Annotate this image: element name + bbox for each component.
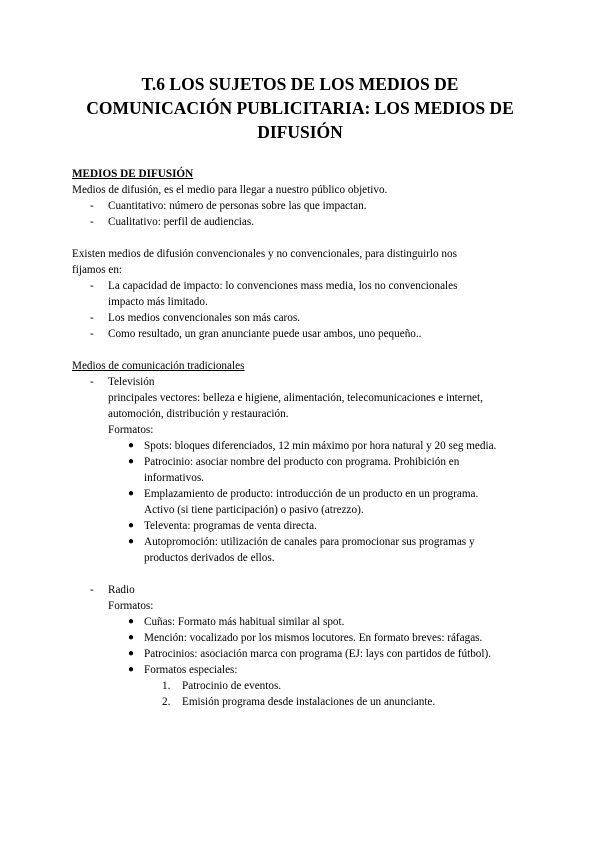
bullet-marker: ●	[128, 536, 135, 547]
section-heading-medios-difusion: MEDIOS DE DIFUSIÓN	[72, 168, 194, 180]
list-item-television: - Televisión	[90, 376, 155, 388]
bullet-item-continuation: informativos.	[144, 472, 204, 484]
bullet-marker: ●	[128, 616, 135, 627]
bullet-item: ● Formatos especiales:	[128, 664, 238, 676]
document-body	[72, 166, 542, 710]
dash-marker: -	[90, 216, 94, 228]
bullet-marker: ●	[128, 520, 135, 531]
tv-description: principales vectores: belleza e higiene, alimentación, telecomunicaciones e internet,	[108, 392, 483, 404]
dash-marker: -	[90, 200, 94, 212]
intro-paragraph: Medios de difusión, es el medio para llegar a nuestro público objetivo.	[72, 184, 388, 196]
bullet-marker: ●	[128, 648, 135, 659]
tv-description: automoción, distribución y restauración.	[108, 408, 289, 420]
bullet-item: ● Spots: bloques diferenciados, 12 min máximo por hora natural y 20 seg media.	[128, 440, 497, 452]
list-item-radio: - Radio	[90, 584, 135, 596]
numbered-item: 2. Emisión programa desde instalaciones de un anunciante.	[162, 696, 436, 708]
list-item: - Los medios convencionales son más caros.	[90, 312, 301, 324]
bullet-item-continuation: Activo (si tiene participación) o pasivo (atrezzo).	[144, 504, 364, 516]
bullet-item: ● Autopromoción: utilización de canales para promocionar sus programas y	[128, 536, 475, 548]
bullet-item: ● Patrocinio: asociar nombre del producto con programa. Prohibición en	[128, 456, 460, 468]
paragraph-line: Existen medios de difusión convencionales y no convencionales, para distinguirlo nos	[72, 248, 457, 260]
dash-marker: -	[90, 328, 94, 340]
bullet-item: ● Mención: vocalizado por los mismos locutores. En formato breves: ráfagas.	[128, 632, 483, 644]
list-item: - Cualitativo: perfil de audiencias.	[90, 216, 255, 228]
dash-marker: -	[90, 312, 94, 324]
number-marker: 1.	[162, 680, 171, 692]
section-heading-medios-tradicionales: Medios de comunicación tradicionales	[72, 360, 245, 372]
list-item-continuation: impacto más limitado.	[108, 296, 208, 308]
title-line: T.6 LOS SUJETOS DE LOS MEDIOS DE	[141, 74, 459, 94]
paragraph-line: fijamos en:	[72, 264, 123, 276]
radio-formats-label: Formatos:	[108, 600, 154, 612]
tv-formats-label: Formatos:	[108, 424, 154, 436]
list-item: - Como resultado, un gran anunciante puede usar ambos, uno pequeño..	[90, 328, 422, 340]
bullet-marker: ●	[128, 440, 135, 451]
number-marker: 2.	[162, 696, 171, 708]
bullet-item: ● Cuñas: Formato más habitual similar al spot.	[128, 616, 345, 628]
bullet-item: ● Emplazamiento de producto: introducción de un producto en un programa.	[128, 488, 479, 500]
list-item: - Cuantitativo: número de personas sobre las que impactan.	[90, 200, 367, 212]
bullet-item: ● Televenta: programas de venta directa.	[128, 520, 317, 532]
bullet-marker: ●	[128, 632, 135, 643]
list-item: - La capacidad de impacto: lo convenciones mass media, los no convencionales	[90, 280, 458, 292]
dash-marker: -	[90, 280, 94, 292]
page-title	[60, 72, 540, 144]
numbered-item: 1. Patrocinio de eventos.	[162, 680, 282, 692]
bullet-marker: ●	[128, 664, 135, 675]
bullet-marker: ●	[128, 488, 135, 499]
bullet-item: ● Patrocinios: asociación marca con programa (EJ: lays con partidos de fútbol).	[128, 648, 492, 660]
bullet-item-continuation: productos derivados de ellos.	[144, 552, 275, 564]
title-line: COMUNICACIÓN PUBLICITARIA: LOS MEDIOS DE	[86, 98, 514, 118]
dash-marker: -	[90, 376, 94, 388]
bullet-marker: ●	[128, 456, 135, 467]
title-line: DIFUSIÓN	[257, 122, 343, 142]
dash-marker: -	[90, 584, 94, 596]
